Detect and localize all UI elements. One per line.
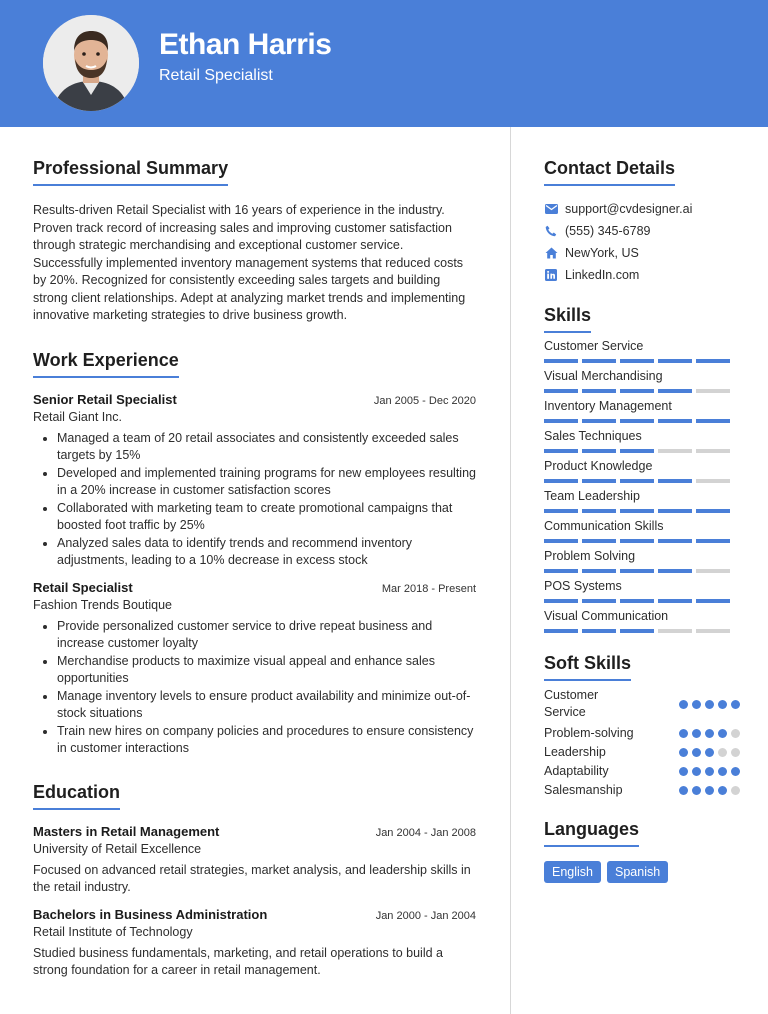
- education-desc: Focused on advanced retail strategies, market analysis, and leadership skills in the retail industry.: [33, 862, 471, 894]
- education-dates: Jan 2004 - Jan 2008: [375, 826, 476, 839]
- contact-email-text: support@cvdesigner.ai: [565, 202, 693, 216]
- skill-name: Team Leadership: [544, 489, 640, 503]
- skill-item: [544, 609, 740, 633]
- skill-level-segment: [544, 389, 578, 393]
- list-item: • Manage inventory levels to ensure product availability and minimize out-of-stock situations: [57, 688, 476, 723]
- skill-level-segment: [658, 599, 692, 603]
- skill-level-segment: [696, 569, 730, 573]
- degree: Bachelors in Business Administration: [33, 906, 268, 922]
- skill-name: Visual Merchandising: [544, 369, 663, 383]
- skill-level-segment: [544, 359, 578, 363]
- skill-level-segment: [582, 599, 616, 603]
- skill-level-segment: [620, 569, 654, 573]
- skills-list: [544, 339, 740, 633]
- job-dates: Mar 2018 - Present: [381, 582, 476, 595]
- soft-skill-rating: [679, 748, 740, 757]
- skill-level-segment: [658, 449, 692, 453]
- rating-dot: [692, 767, 701, 776]
- soft-skill-item: [544, 764, 740, 778]
- skill-name: Sales Techniques: [544, 429, 642, 443]
- rating-dot: [692, 786, 701, 795]
- skill-level-bars: [544, 569, 740, 573]
- job-company: Retail Giant Inc.: [33, 409, 122, 424]
- skill-name: Communication Skills: [544, 519, 664, 533]
- rating-dot: [718, 700, 727, 709]
- skill-level-bars: [544, 419, 740, 423]
- rating-dot: [705, 767, 714, 776]
- skill-level-bars: [544, 359, 740, 363]
- section-title: Skills: [544, 305, 591, 333]
- rating-dot: [679, 700, 688, 709]
- skill-item: [544, 489, 740, 513]
- skill-item: [544, 399, 740, 423]
- education-entry: [33, 907, 476, 980]
- soft-skill-item: [544, 745, 740, 759]
- rating-dot: [679, 767, 688, 776]
- list-item: • Merchandise products to maximize visual appeal and enhance sales opportunities: [57, 653, 476, 688]
- skill-level-segment: [582, 389, 616, 393]
- rating-dot: [718, 767, 727, 776]
- skill-level-segment: [658, 539, 692, 543]
- skill-level-segment: [582, 449, 616, 453]
- soft-skill-name: Salesmanship: [544, 783, 623, 797]
- soft-skill-item: [544, 687, 740, 721]
- column-divider: [510, 127, 511, 1014]
- language-tags: [544, 861, 740, 883]
- education-dates: Jan 2000 - Jan 2004: [375, 909, 476, 922]
- skill-level-segment: [582, 569, 616, 573]
- contact-location-text: NewYork, US: [565, 246, 639, 260]
- section-title: Work Experience: [33, 350, 179, 378]
- skill-level-segment: [696, 509, 730, 513]
- skill-level-segment: [582, 419, 616, 423]
- skill-item: [544, 519, 740, 543]
- skill-level-segment: [544, 509, 578, 513]
- job-bullets: [33, 618, 476, 758]
- experience-section: [33, 350, 476, 758]
- skill-level-segment: [696, 479, 730, 483]
- rating-dot: [731, 767, 740, 776]
- job-dates: Jan 2005 - Dec 2020: [373, 394, 476, 407]
- education-desc: Studied business fundamentals, marketing, and retail operations to build a strong foundation for a career in retail management.: [33, 945, 443, 977]
- rating-dot: [679, 729, 688, 738]
- rating-dot: [692, 748, 701, 757]
- skill-item: [544, 549, 740, 573]
- email-icon: [544, 202, 558, 216]
- soft-skill-item: [544, 726, 740, 740]
- skill-level-segment: [544, 479, 578, 483]
- main-column: [33, 158, 476, 980]
- job-bullets: [33, 430, 476, 570]
- skill-level-segment: [582, 629, 616, 633]
- contact-phone-text: (555) 345-6789: [565, 224, 651, 238]
- skill-level-segment: [620, 479, 654, 483]
- contact-linkedin-text: LinkedIn.com: [565, 268, 640, 282]
- skill-level-segment: [658, 419, 692, 423]
- rating-dot: [692, 729, 701, 738]
- skill-level-segment: [620, 509, 654, 513]
- section-title: Education: [33, 782, 120, 810]
- contact-section: [544, 158, 740, 286]
- skill-item: [544, 429, 740, 453]
- rating-dot: [705, 729, 714, 738]
- contact-email[interactable]: [544, 198, 740, 220]
- rating-dot: [679, 748, 688, 757]
- skill-level-segment: [544, 449, 578, 453]
- skill-level-bars: [544, 389, 740, 393]
- degree: Masters in Retail Management: [33, 823, 220, 839]
- soft-skill-name: Adaptability: [544, 764, 609, 778]
- languages-section: [544, 819, 740, 883]
- skill-level-segment: [696, 599, 730, 603]
- skill-item: [544, 369, 740, 393]
- soft-skill-rating: [679, 729, 740, 738]
- soft-skill-name: Leadership: [544, 745, 606, 759]
- job-role: Senior Retail Specialist: [33, 391, 177, 407]
- education-section: [33, 782, 476, 980]
- soft-skill-item: [544, 783, 740, 797]
- skills-section: [544, 305, 740, 633]
- skill-level-segment: [582, 359, 616, 363]
- skill-level-segment: [696, 629, 730, 633]
- job-company: Fashion Trends Boutique: [33, 597, 172, 612]
- soft-skill-rating: [679, 700, 740, 709]
- contact-location: [544, 242, 740, 264]
- side-column: [544, 158, 740, 883]
- section-title: Soft Skills: [544, 653, 631, 681]
- skill-level-segment: [696, 419, 730, 423]
- skill-level-segment: [696, 539, 730, 543]
- list-item: • Developed and implemented training programs for new employees resulting in a 20% increase in customer satisfaction scores: [57, 465, 476, 500]
- school: Retail Institute of Technology: [33, 924, 193, 939]
- home-icon: [544, 246, 558, 260]
- skill-level-segment: [658, 629, 692, 633]
- skill-level-segment: [620, 539, 654, 543]
- language-tag: English: [544, 861, 601, 883]
- job-entry: [33, 392, 476, 570]
- rating-dot: [705, 700, 714, 709]
- linkedin-icon: [544, 268, 558, 282]
- skill-level-segment: [658, 359, 692, 363]
- rating-dot: [731, 748, 740, 757]
- skill-level-segment: [620, 599, 654, 603]
- skill-name: POS Systems: [544, 579, 622, 593]
- soft-skill-rating: [679, 767, 740, 776]
- section-title: Languages: [544, 819, 639, 847]
- skill-level-segment: [658, 569, 692, 573]
- header-banner: [0, 0, 768, 127]
- soft-skill-name: Problem-solving: [544, 726, 634, 740]
- section-title: Professional Summary: [33, 158, 228, 186]
- skill-level-bars: [544, 539, 740, 543]
- skill-level-segment: [544, 569, 578, 573]
- candidate-title: Retail Specialist: [159, 67, 273, 84]
- list-item: • Train new hires on company policies and procedures to ensure consistency in customer interactions: [57, 723, 476, 758]
- skill-level-bars: [544, 629, 740, 633]
- skill-name: Product Knowledge: [544, 459, 653, 473]
- skill-level-bars: [544, 509, 740, 513]
- rating-dot: [718, 748, 727, 757]
- rating-dot: [731, 786, 740, 795]
- list-item: • Managed a team of 20 retail associates and consistently exceeded sales targets by 15%: [57, 430, 476, 465]
- skill-level-segment: [696, 389, 730, 393]
- skill-name: Problem Solving: [544, 549, 636, 563]
- job-role: Retail Specialist: [33, 579, 133, 595]
- list-item: • Collaborated with marketing team to create promotional campaigns that boosted foot traffic by 25%: [57, 500, 476, 535]
- rating-dot: [705, 748, 714, 757]
- rating-dot: [731, 729, 740, 738]
- contact-linkedin[interactable]: [544, 264, 740, 286]
- skill-level-segment: [696, 449, 730, 453]
- skill-level-segment: [658, 509, 692, 513]
- skill-name: Visual Communication: [544, 609, 669, 623]
- skill-level-segment: [544, 419, 578, 423]
- soft-skill-rating: [679, 786, 740, 795]
- rating-dot: [679, 786, 688, 795]
- skill-level-segment: [658, 389, 692, 393]
- contact-phone[interactable]: [544, 220, 740, 242]
- language-tag: Spanish: [607, 861, 668, 883]
- rating-dot: [731, 700, 740, 709]
- skill-item: [544, 579, 740, 603]
- skill-level-bars: [544, 599, 740, 603]
- school: University of Retail Excellence: [33, 841, 202, 856]
- skill-level-segment: [620, 449, 654, 453]
- summary-text: Results-driven Retail Specialist with 16 years of experience in the industry. Proven track record of increasing sales and improving customer satisfaction through strategic merchandising and exceptional customer service. Successfully implemented inventory management systems that reduced costs by 20%. Recognized for consistently exceeding sales targets and building strong client relationships. Adept at analyzing market trends and implementing innovative marketing strategies to drive business growth.: [33, 203, 466, 322]
- profile-photo-icon: [43, 15, 139, 111]
- list-item: • Provide personalized customer service to drive repeat business and increase customer loyalty: [57, 618, 476, 653]
- avatar: [43, 15, 139, 111]
- skill-level-segment: [582, 509, 616, 513]
- rating-dot: [718, 786, 727, 795]
- candidate-name: Ethan Harris: [159, 28, 332, 61]
- skill-level-segment: [658, 479, 692, 483]
- summary-section: [33, 158, 476, 325]
- skill-level-segment: [544, 539, 578, 543]
- soft-skill-name: Customer Service: [544, 688, 599, 719]
- skill-level-bars: [544, 449, 740, 453]
- skill-level-segment: [620, 389, 654, 393]
- skill-level-segment: [620, 359, 654, 363]
- skill-name: Customer Service: [544, 339, 644, 353]
- soft-skills-list: [544, 687, 740, 797]
- list-item: • Analyzed sales data to identify trends and recommend inventory adjustments, leading to a 10% decrease in excess stock: [57, 535, 476, 570]
- job-entry: [33, 580, 476, 758]
- skill-level-segment: [620, 419, 654, 423]
- skill-item: [544, 339, 740, 363]
- skill-level-segment: [544, 629, 578, 633]
- phone-icon: [544, 224, 558, 238]
- skill-level-segment: [582, 479, 616, 483]
- skill-level-segment: [696, 359, 730, 363]
- skill-level-segment: [582, 539, 616, 543]
- rating-dot: [692, 700, 701, 709]
- skill-level-bars: [544, 479, 740, 483]
- skill-item: [544, 459, 740, 483]
- rating-dot: [718, 729, 727, 738]
- skill-level-segment: [620, 629, 654, 633]
- skill-level-segment: [544, 599, 578, 603]
- section-title: Contact Details: [544, 158, 675, 186]
- education-entry: [33, 824, 476, 897]
- soft-skills-section: [544, 653, 740, 797]
- skill-name: Inventory Management: [544, 399, 672, 413]
- rating-dot: [705, 786, 714, 795]
